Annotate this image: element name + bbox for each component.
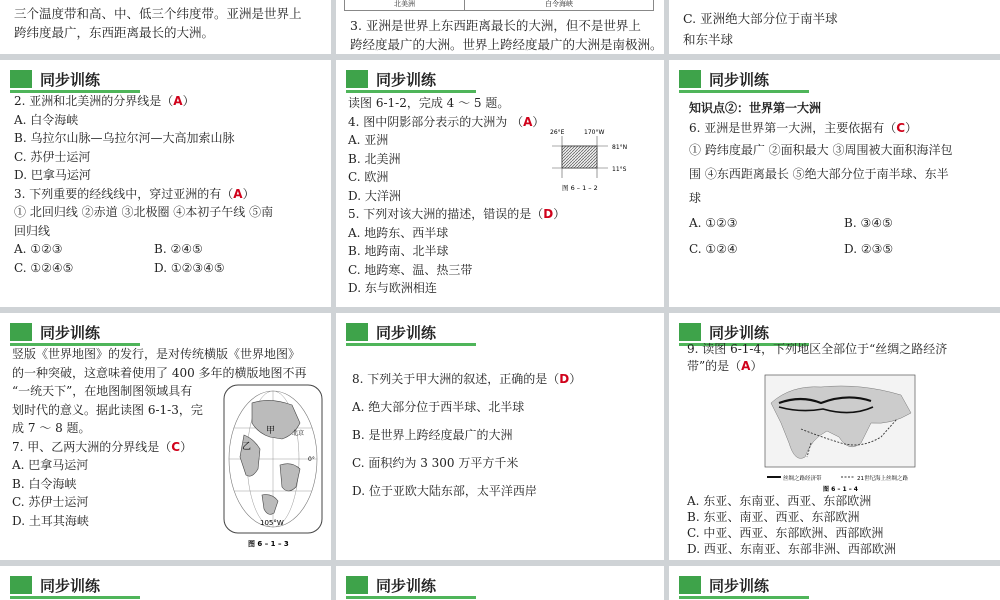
panel-q9 [669, 313, 1000, 560]
figure-6-1-3 [222, 383, 326, 553]
knowledge-point: 知识点②：世界第一大洲 [689, 101, 822, 115]
question-6: 6. 亚洲是世界第一大洲，主要依据有（C） [689, 121, 918, 135]
panel-q4-q5 [336, 60, 664, 307]
map-label-yi: 乙 [242, 442, 252, 452]
option: B. 是世界上跨经度最广的大洲 [352, 428, 513, 442]
header-title: 同步训练 [709, 323, 770, 342]
intro: 划时代的意义。据此读图 6-1-3，完 [12, 402, 203, 417]
option: D. 位于亚欧大陆东部，太平洋西岸 [352, 484, 537, 498]
header-title: 同步训练 [40, 323, 101, 342]
option: D. 巴拿马运河 [14, 168, 91, 182]
header-title: 同步训练 [40, 70, 101, 89]
option: C. 中亚、西亚、东部欧洲、西部欧洲 [687, 526, 884, 540]
lon-label: 170°W [584, 129, 605, 136]
header-title: 同步训练 [709, 70, 770, 89]
map-label-lon: 105°W [260, 519, 284, 527]
option: D. 土耳其海峡 [12, 513, 89, 528]
option: A. 东亚、东南亚、西亚、东部欧洲 [687, 494, 872, 508]
section-header [669, 66, 769, 92]
answer-mark: A [233, 186, 243, 201]
answer-mark: A [173, 94, 183, 108]
answer-mark: A [741, 359, 751, 373]
option: B. 地跨南、北半球 [348, 244, 449, 258]
option: B. 白令海峡 [12, 476, 77, 491]
question-items: 球 [689, 191, 702, 205]
shaded-continent [562, 146, 597, 168]
map-label-zero: 0° [308, 456, 315, 463]
panel-top-mid [336, 0, 664, 54]
header-bar-icon [346, 323, 368, 341]
section-header [336, 66, 436, 92]
question-9: 9. 读图 6-1-4，下列地区全部位于“丝绸之路经济 [687, 342, 948, 356]
panel-q2-q3 [0, 60, 331, 307]
map-label-jia: 甲 [266, 426, 276, 436]
header-bar-icon [10, 576, 32, 594]
answer-mark: C [171, 439, 181, 454]
intro: 读图 6-1-2，完成 4 ～ 5 题。 [348, 96, 510, 110]
option: B. 北美洲 [348, 151, 401, 166]
header-title: 同步训练 [376, 70, 437, 89]
option: B. 东亚、南亚、西亚、东部欧洲 [687, 510, 860, 524]
section-header [336, 319, 436, 345]
header-bar-icon [679, 70, 701, 88]
header-bar-icon [10, 323, 32, 341]
text-line: 跨纬度最广，东西距离最长的大洲。 [14, 25, 215, 40]
header-bar-icon [679, 323, 701, 341]
option: C. 欧洲 [348, 170, 389, 184]
question-items: 围 ④东西距离最长 ⑤绝大部分位于南半球、东半 [689, 167, 949, 181]
intro: 成 7 ～ 8 题。 [12, 421, 91, 435]
option: A. 地跨东、西半球 [348, 225, 449, 240]
panel-q6 [669, 60, 1000, 307]
header-title: 同步训练 [40, 576, 101, 595]
panel-bottom-right [669, 566, 1000, 600]
option: D. 西亚、东南亚、东部非洲、西部欧洲 [687, 542, 896, 556]
panel-top-left [0, 0, 331, 54]
figure-6-1-2 [542, 128, 642, 198]
question-3: 3. 下列重要的经线线中，穿过亚洲的有（A） [14, 186, 255, 201]
question-4: 4. 图中阴影部分表示的大洲为 （A） [348, 114, 545, 129]
section-header [0, 319, 100, 345]
question-items: ① 跨纬度最广 ②面积最大 ③周围被大面积海洋包 [689, 143, 953, 157]
panel-q7 [0, 313, 331, 560]
answer-mark: D [559, 372, 570, 386]
section-header [0, 572, 100, 598]
text-line: 和东半球 [683, 32, 734, 47]
option: B. 乌拉尔山脉—乌拉尔河—大高加索山脉 [14, 131, 235, 145]
figure-caption: 图 6 – 1 – 4 [823, 486, 858, 493]
header-bar-icon [10, 70, 32, 88]
lat-label: 11°S [612, 166, 627, 173]
option: C. 苏伊士运河 [12, 495, 89, 509]
panel-top-right [669, 0, 1000, 54]
option: A. 白令海峡 [14, 112, 79, 127]
question-7: 7. 甲、乙两大洲的分界线是（C） [12, 439, 193, 454]
panel-q8 [336, 313, 664, 560]
answer-mark: C [896, 121, 906, 135]
lat-label: 81°N [612, 144, 628, 151]
option: C. 地跨寒、温、热三带 [348, 262, 473, 277]
option: D. 大洋洲 [348, 188, 401, 203]
section-header [669, 572, 769, 598]
option: D. 东与欧洲相连 [348, 281, 437, 295]
header-title: 同步训练 [376, 576, 437, 595]
intro: 的一种突破，这意味着使用了 400 多年的横版地图不再 [12, 365, 307, 380]
header-title: 同步训练 [376, 323, 437, 342]
question-items: 回归线 [14, 223, 51, 238]
text-line: C. 亚洲绝大部分位于南半球 [683, 11, 838, 26]
table-cell: 北美洲 [345, 0, 465, 10]
answer-mark: D [543, 207, 554, 221]
text-line: 三个温度带和高、中、低三个纬度带。亚洲是世界上 [14, 6, 302, 21]
option-row: C. ①②④ D. ②③⑤ [689, 242, 894, 256]
table-cell: 白令海峡 [545, 0, 573, 8]
text-line: 跨经度最广的大洲。世界上跨经度最广的大洲是南极洲。 [350, 37, 663, 52]
section-header [336, 572, 436, 598]
legend-label: 丝绸之路经济带 [783, 476, 822, 482]
option-row: A. ①②③ B. ②④⑤ [14, 242, 203, 256]
header-bar-icon [346, 70, 368, 88]
legend-label: 21世纪海上丝绸之路 [857, 476, 908, 482]
option-row: A. ①②③ B. ③④⑤ [689, 216, 893, 230]
question-2: 2. 亚洲和北美洲的分界线是（A） [14, 94, 195, 108]
answer-mark: A [523, 114, 533, 129]
header-title: 同步训练 [709, 576, 770, 595]
option: A. 巴拿马运河 [12, 458, 89, 472]
question-items: ① 北回归线 ②赤道 ③北极圈 ④本初子午线 ⑤南 [14, 205, 274, 219]
table-fragment [344, 0, 654, 11]
question-8: 8. 下列关于甲大洲的叙述，正确的是（D） [352, 372, 582, 386]
option: A. 绝大部分位于西半球、北半球 [352, 400, 525, 414]
header-bar-icon [679, 576, 701, 594]
intro: 竖版《世界地图》的发行，是对传统横版《世界地图》 [12, 347, 301, 361]
lon-label: 26°E [550, 129, 565, 136]
figure-6-1-4 [761, 373, 921, 493]
map-label-beijing: 北京 [292, 430, 305, 437]
figure-caption: 图 6 – 1 – 2 [562, 184, 598, 192]
option: C. 面积约为 3 300 万平方千米 [352, 456, 519, 470]
question-5: 5. 下列对该大洲的描述，错误的是（D） [348, 207, 566, 221]
panel-bottom-mid [336, 566, 664, 600]
panel-bottom-left [0, 566, 331, 600]
header-bar-icon [346, 576, 368, 594]
section-header [0, 66, 100, 92]
option: C. 苏伊士运河 [14, 149, 91, 164]
intro: “一统天下”，在地图制图领域具有 [12, 384, 193, 398]
option-row: C. ①②④⑤ D. ①②③④⑤ [14, 260, 225, 275]
question-9-cont: 带”的是（A） [687, 359, 763, 373]
option: A. 亚洲 [348, 133, 389, 147]
figure-caption: 图 6 – 1 – 3 [248, 540, 289, 548]
text-line: 3. 亚洲是世界上东西距离最长的大洲，但不是世界上 [350, 18, 641, 33]
